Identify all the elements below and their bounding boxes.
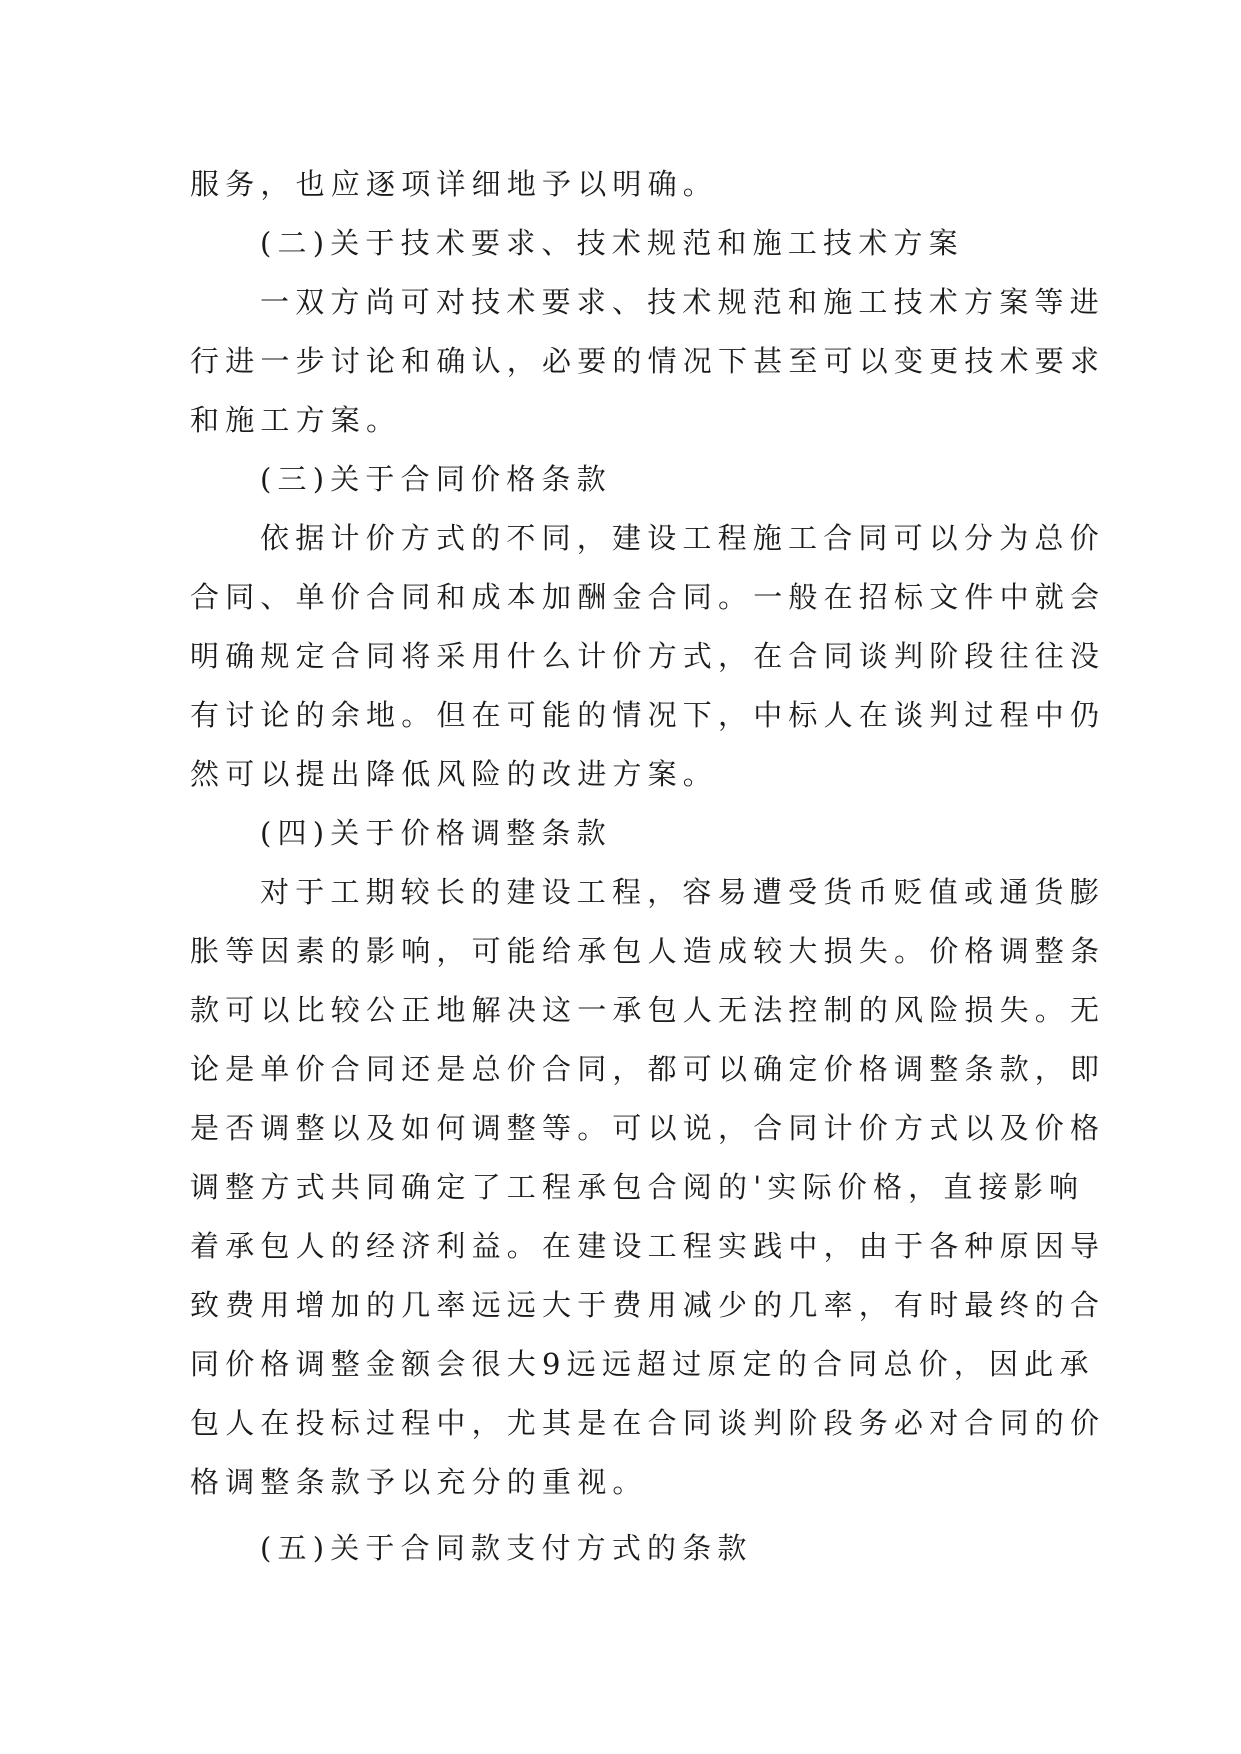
section-heading-5: (五)关于合同款支付方式的条款 — [260, 1531, 753, 1565]
paragraph-line: 一双方尚可对技术要求、技术规范和施工技术方案等进 — [260, 285, 1105, 319]
paragraph-line: 和施工方案。 — [190, 403, 402, 437]
paragraph-line: 有讨论的余地。但在可能的情况下，中标人在谈判过程中仍 — [190, 698, 1106, 732]
paragraph-line: 合同、单价合同和成本加酬金合同。一般在招标文件中就会 — [190, 580, 1106, 614]
paragraph-line: 明确规定合同将采用什么计价方式，在合同谈判阶段往往没 — [190, 639, 1106, 673]
document-body — [190, 155, 1106, 1578]
paragraph-line: 款可以比较公正地解决这一承包人无法控制的风险损失。无 — [190, 993, 1106, 1027]
paragraph-line: 是否调整以及如何调整等。可以说，合同计价方式以及价格 — [190, 1111, 1106, 1145]
paragraph-line: 调整方式共同确定了工程承包合阅的'实际价格，直接影响 — [190, 1170, 1085, 1204]
paragraph-line: 依据计价方式的不同，建设工程施工合同可以分为总价 — [260, 521, 1105, 555]
paragraph-line: 致费用增加的几率远远大于费用减少的几率，有时最终的合 — [190, 1288, 1106, 1322]
paragraph-line: 然可以提出降低风险的改进方案。 — [190, 757, 719, 791]
paragraph-line: 论是单价合同还是总价合同，都可以确定价格调整条款，即 — [190, 1052, 1106, 1086]
paragraph-line: 行进一步讨论和确认，必要的情况下甚至可以变更技术要求 — [190, 344, 1106, 378]
paragraph-line: 对于工期较长的建设工程，容易遭受货币贬值或通货膨 — [260, 875, 1105, 909]
paragraph-line: 服务，也应逐项详细地予以明确。 — [190, 167, 719, 201]
paragraph-line: 格调整条款予以充分的重视。 — [190, 1465, 648, 1499]
paragraph-line: 着承包人的经济利益。在建设工程实践中，由于各种原因导 — [190, 1229, 1106, 1263]
paragraph-line: 胀等因素的影响，可能给承包人造成较大损失。价格调整条 — [190, 934, 1106, 968]
paragraph-line: 包人在投标过程中，尤其是在合同谈判阶段务必对合同的价 — [190, 1406, 1106, 1440]
section-heading-3: (三)关于合同价格条款 — [260, 462, 612, 496]
section-heading-2: (二)关于技术要求、技术规范和施工技术方案 — [260, 226, 964, 260]
paragraph-line: 同价格调整金额会很大9远远超过原定的合同总价，因此承 — [190, 1347, 1095, 1381]
section-heading-4: (四)关于价格调整条款 — [260, 816, 612, 850]
